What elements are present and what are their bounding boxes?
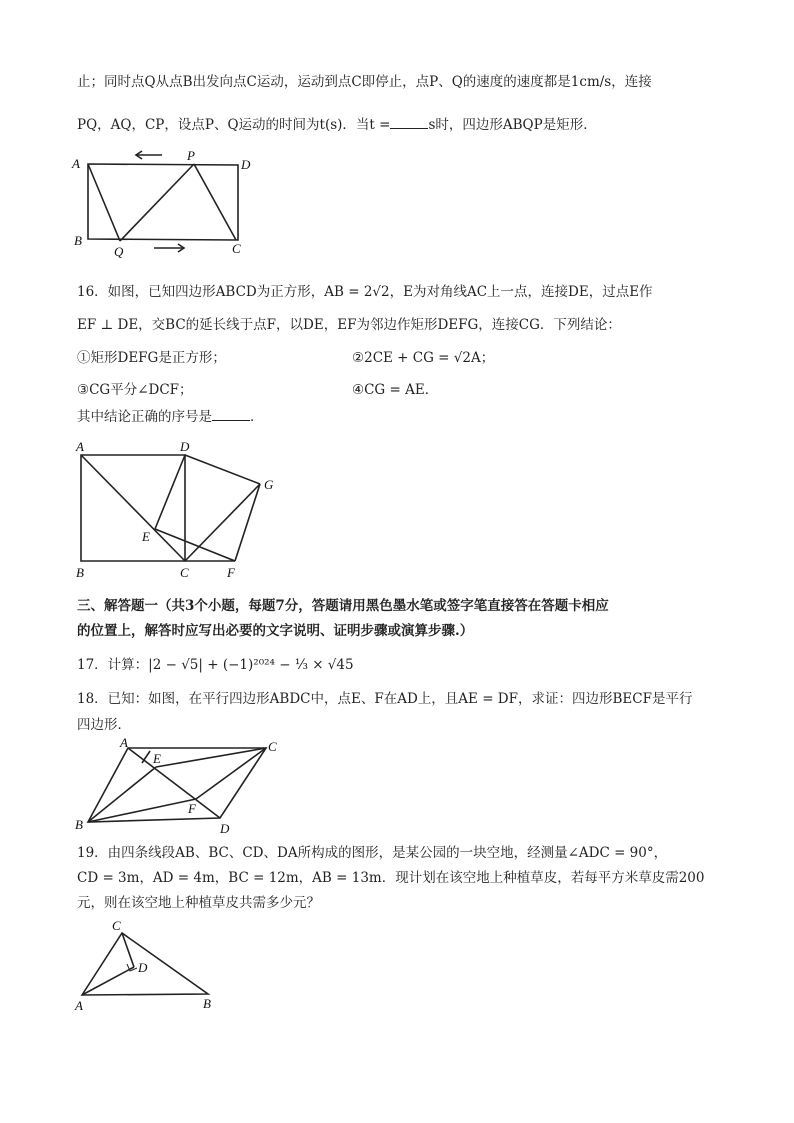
q16-conclusion-1: ①矩形DEFG是正方形； bbox=[77, 350, 226, 366]
q15-answer-blank bbox=[390, 116, 428, 129]
q15-line2-pre: PQ，AQ，CP，设点P、Q运动的时间为t(s)．当t = bbox=[77, 117, 391, 133]
q15-figure bbox=[70, 145, 290, 260]
segment-pc bbox=[194, 164, 236, 240]
q16-ask-text: 其中结论正确的序号是 bbox=[77, 409, 212, 425]
q16-conclusion-3: ③CG平分∠DCF； bbox=[77, 382, 193, 398]
q16-conclusion-4: ④CG = AE． bbox=[352, 382, 439, 398]
label-e: E bbox=[153, 751, 161, 766]
label-g: G bbox=[264, 477, 274, 492]
q19-line2: CD = 3m，AD = 4m，BC = 12m，AB = 13m．现计划在该空地上种植草皮，若每平方米草皮需200 bbox=[77, 870, 705, 886]
q15-line1: 止；同时点Q从点B出发向点C运动，运动到点C即停止，点P、Q的速度的速度都是1cm/s，连接 bbox=[77, 74, 652, 90]
q16-answer-blank bbox=[212, 408, 250, 421]
label-d: D bbox=[180, 439, 190, 454]
label-a: A bbox=[75, 998, 83, 1013]
q15-line2-post: s时，四边形ABQP是矩形． bbox=[428, 117, 597, 133]
label-f: F bbox=[188, 801, 196, 816]
q19-figure bbox=[70, 917, 230, 1017]
section3-line1: 三、解答题一（共3个小题，每题7分，答题请用黑色墨水笔或签字笔直接答在答题卡相应 bbox=[77, 598, 609, 614]
q15-line2 bbox=[77, 116, 597, 134]
q16-figure bbox=[70, 437, 290, 582]
label-e: E bbox=[142, 529, 150, 544]
label-c: C bbox=[180, 565, 189, 580]
q19-line1: 19．由四条线段AB、BC、CD、DA所构成的图形，是某公园的一块空地，经测量∠ADC = 90°， bbox=[77, 845, 668, 861]
segment-be bbox=[88, 767, 156, 822]
diagonal-ac bbox=[81, 455, 185, 561]
label-a: A bbox=[120, 735, 128, 750]
segment-dg bbox=[185, 455, 260, 484]
q16-ask-end: ． bbox=[250, 409, 264, 425]
segment-da bbox=[82, 967, 134, 995]
q16-conclusion-2: ②2CE + CG = √2A； bbox=[352, 350, 495, 366]
q17-text: 17．计算：|2 − √5| + (−1)²⁰²⁴ − ⅓ × √45 bbox=[77, 657, 354, 673]
section3-line2: 的位置上，解答时应写出必要的文字说明、证明步骤或演算步骤.） bbox=[77, 623, 474, 639]
label-p: P bbox=[187, 148, 195, 163]
segment-cg bbox=[185, 484, 260, 561]
label-a: A bbox=[72, 156, 80, 171]
segment-ef bbox=[155, 529, 235, 561]
label-b: B bbox=[203, 996, 211, 1011]
label-a: A bbox=[76, 439, 84, 454]
label-q: Q bbox=[114, 244, 124, 259]
q16-line1: 16．如图，已知四边形ABCD为正方形，AB = 2√2，E为对角线AC上一点，连接DE，过点E作 bbox=[77, 284, 653, 300]
segment-gf bbox=[235, 484, 260, 561]
q19-line3: 元，则在该空地上种植草皮共需多少元？ bbox=[77, 895, 320, 911]
label-d: D bbox=[220, 821, 230, 836]
segment-aq bbox=[88, 164, 120, 241]
segment-de bbox=[155, 455, 185, 529]
q18-line1: 18．已知：如图，在平行四边形ABDC中，点E、F在AD上，且AE = DF，求证：四边形BECF是平行 bbox=[77, 691, 693, 707]
q18-line2: 四边形． bbox=[77, 717, 131, 733]
label-c: C bbox=[232, 241, 241, 256]
label-b: B bbox=[75, 817, 83, 832]
label-d: D bbox=[241, 157, 251, 172]
label-c: C bbox=[112, 918, 121, 933]
segment-qp bbox=[120, 164, 194, 241]
label-b: B bbox=[74, 233, 82, 248]
label-c: C bbox=[268, 739, 277, 754]
q16-line2: EF ⊥ DE，交BC的延长线于点F，以DE，EF为邻边作矩形DEFG，连接CG．下列结论： bbox=[77, 317, 621, 333]
label-d: D bbox=[138, 960, 148, 975]
label-f: F bbox=[227, 565, 235, 580]
label-b: B bbox=[76, 565, 84, 580]
segment-fc bbox=[196, 748, 266, 799]
q16-ask bbox=[77, 408, 264, 426]
q18-figure bbox=[70, 735, 290, 835]
segment-ec bbox=[156, 748, 266, 767]
